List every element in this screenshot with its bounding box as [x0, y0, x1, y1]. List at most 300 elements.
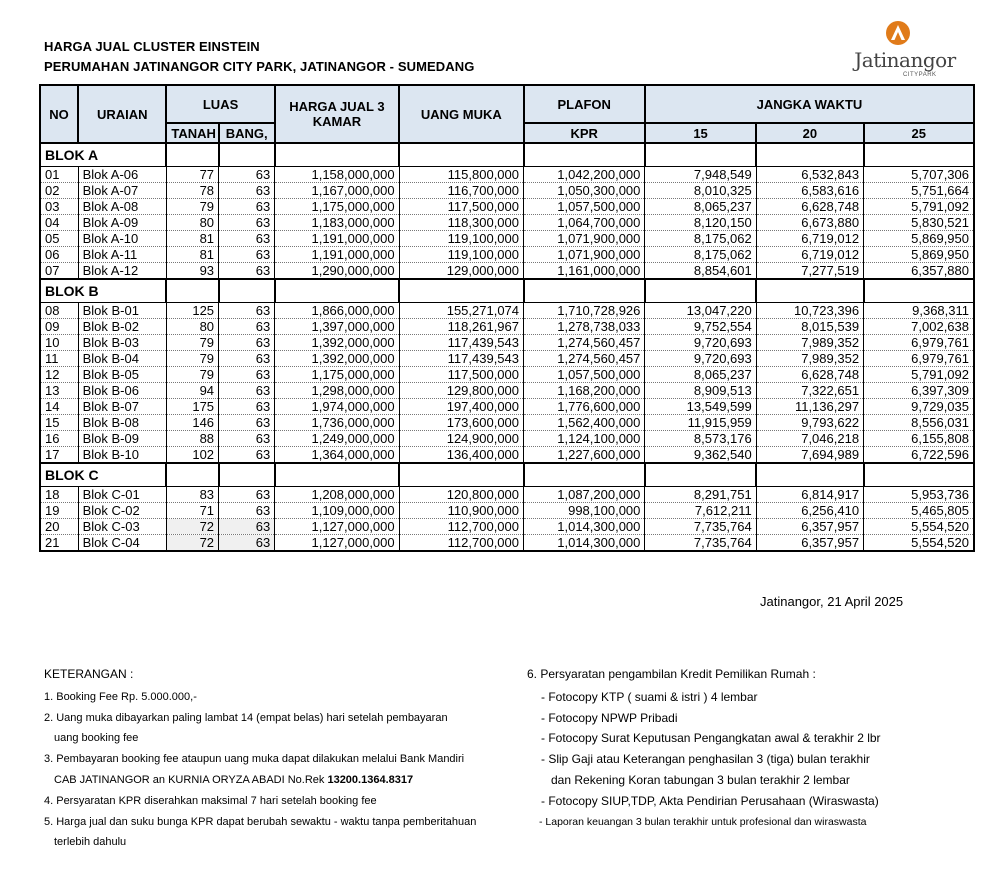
cell-uraian: Blok C-02 — [78, 503, 166, 519]
notes-left — [44, 664, 514, 853]
cell-no: 16 — [40, 431, 78, 447]
section-blank-cell — [645, 463, 756, 487]
cell-plafon-kpr: 1,042,200,000 — [524, 167, 645, 183]
header-luas: LUAS — [166, 85, 274, 123]
cell-uraian: Blok A-07 — [78, 183, 166, 199]
cell-uraian: Blok B-01 — [78, 303, 166, 319]
cell-plafon-kpr: 998,100,000 — [524, 503, 645, 519]
cell-no: 11 — [40, 351, 78, 367]
table-row — [40, 447, 974, 464]
section-blank-cell — [524, 143, 645, 167]
cell-cicilan-15: 8,175,062 — [645, 231, 756, 247]
cell-cicilan-25: 9,368,311 — [864, 303, 974, 319]
cell-plafon-kpr: 1,057,500,000 — [524, 199, 645, 215]
cell-bangunan: 63 — [219, 383, 275, 399]
cell-cicilan-25: 5,953,736 — [864, 487, 974, 503]
cell-cicilan-25: 6,722,596 — [864, 447, 974, 464]
table-row — [40, 383, 974, 399]
cell-bangunan: 63 — [219, 535, 275, 552]
cell-cicilan-20: 7,046,218 — [756, 431, 863, 447]
section-row — [40, 463, 974, 487]
section-blank-cell — [756, 143, 863, 167]
cell-uang-muka: 124,900,000 — [399, 431, 523, 447]
cell-harga-jual: 1,208,000,000 — [275, 487, 399, 503]
cell-cicilan-15: 8,065,237 — [645, 199, 756, 215]
cell-plafon-kpr: 1,274,560,457 — [524, 335, 645, 351]
cell-no: 19 — [40, 503, 78, 519]
table-row — [40, 399, 974, 415]
cell-harga-jual: 1,290,000,000 — [275, 263, 399, 280]
cell-cicilan-20: 10,723,396 — [756, 303, 863, 319]
cell-no: 13 — [40, 383, 78, 399]
cell-plafon-kpr: 1,168,200,000 — [524, 383, 645, 399]
cell-uang-muka: 136,400,000 — [399, 447, 523, 464]
table-row — [40, 215, 974, 231]
table-row — [40, 199, 974, 215]
cell-uraian: Blok B-04 — [78, 351, 166, 367]
cell-cicilan-25: 6,397,309 — [864, 383, 974, 399]
cell-uang-muka: 119,100,000 — [399, 231, 523, 247]
cell-tanah: 81 — [166, 247, 218, 263]
cell-no: 21 — [40, 535, 78, 552]
table-row — [40, 487, 974, 503]
cell-cicilan-25: 6,979,761 — [864, 351, 974, 367]
cell-bangunan: 63 — [219, 263, 275, 280]
header-harga-jual: HARGA JUAL 3 KAMAR — [275, 85, 399, 143]
cell-plafon-kpr: 1,057,500,000 — [524, 367, 645, 383]
cell-uraian: Blok A-11 — [78, 247, 166, 263]
cell-cicilan-15: 13,047,220 — [645, 303, 756, 319]
cell-cicilan-20: 7,989,352 — [756, 335, 863, 351]
table-body — [40, 143, 974, 551]
section-blank-cell — [219, 463, 275, 487]
cell-uang-muka: 129,000,000 — [399, 263, 523, 280]
cell-tanah: 88 — [166, 431, 218, 447]
requirement-npwp: - Fotocopy NPWP Pribadi — [541, 710, 678, 725]
cell-uraian: Blok C-01 — [78, 487, 166, 503]
header-bangunan: BANG, — [219, 123, 275, 143]
section-label: BLOK B — [40, 279, 166, 303]
cell-harga-jual: 1,392,000,000 — [275, 335, 399, 351]
cell-plafon-kpr: 1,014,300,000 — [524, 535, 645, 552]
header-year-20: 20 — [756, 123, 863, 143]
cell-bangunan: 63 — [219, 351, 275, 367]
header-kpr: KPR — [524, 123, 645, 143]
cell-no: 02 — [40, 183, 78, 199]
cell-cicilan-20: 6,628,748 — [756, 367, 863, 383]
cell-bangunan: 63 — [219, 415, 275, 431]
notes-right — [527, 664, 977, 832]
section-blank-cell — [399, 463, 523, 487]
cell-cicilan-25: 5,554,520 — [864, 519, 974, 535]
cell-tanah: 83 — [166, 487, 218, 503]
cell-cicilan-25: 6,979,761 — [864, 335, 974, 351]
cell-no: 06 — [40, 247, 78, 263]
note-3-cont — [44, 770, 514, 791]
cell-cicilan-20: 6,814,917 — [756, 487, 863, 503]
cell-cicilan-15: 9,362,540 — [645, 447, 756, 464]
cell-cicilan-25: 5,554,520 — [864, 535, 974, 552]
table-row — [40, 415, 974, 431]
cell-cicilan-20: 6,628,748 — [756, 199, 863, 215]
cell-no: 10 — [40, 335, 78, 351]
section-blank-cell — [864, 279, 974, 303]
price-table — [39, 84, 975, 552]
cell-bangunan: 63 — [219, 335, 275, 351]
cell-no: 04 — [40, 215, 78, 231]
cell-bangunan: 63 — [219, 447, 275, 464]
note-2: 2. Uang muka dibayarkan paling lambat 14 (empat belas) hari setelah pembayaran — [44, 711, 448, 724]
cell-harga-jual: 1,191,000,000 — [275, 247, 399, 263]
cell-uraian: Blok B-10 — [78, 447, 166, 464]
cell-tanah: 72 — [166, 535, 218, 552]
cell-cicilan-15: 8,120,150 — [645, 215, 756, 231]
cell-harga-jual: 1,866,000,000 — [275, 303, 399, 319]
section-blank-cell — [275, 143, 399, 167]
cell-bangunan: 63 — [219, 503, 275, 519]
cell-bangunan: 63 — [219, 215, 275, 231]
cell-cicilan-25: 9,729,035 — [864, 399, 974, 415]
section-row — [40, 279, 974, 303]
cell-harga-jual: 1,175,000,000 — [275, 367, 399, 383]
cell-cicilan-25: 5,869,950 — [864, 247, 974, 263]
cell-harga-jual: 1,175,000,000 — [275, 199, 399, 215]
table-row — [40, 367, 974, 383]
cell-uang-muka: 197,400,000 — [399, 399, 523, 415]
cell-uang-muka: 120,800,000 — [399, 487, 523, 503]
section-blank-cell — [166, 463, 218, 487]
header-uraian: URAIAN — [78, 85, 166, 143]
cell-bangunan: 63 — [219, 183, 275, 199]
header-uang-muka: UANG MUKA — [399, 85, 523, 143]
cell-cicilan-20: 6,719,012 — [756, 231, 863, 247]
cell-uraian: Blok A-09 — [78, 215, 166, 231]
cell-harga-jual: 1,158,000,000 — [275, 167, 399, 183]
header-no: NO — [40, 85, 78, 143]
cell-uraian: Blok B-09 — [78, 431, 166, 447]
cell-tanah: 79 — [166, 335, 218, 351]
cell-harga-jual: 1,127,000,000 — [275, 535, 399, 552]
cell-cicilan-15: 7,735,764 — [645, 519, 756, 535]
header-plafon: PLAFON — [524, 85, 645, 123]
cell-cicilan-20: 7,989,352 — [756, 351, 863, 367]
header-tanah: TANAH — [166, 123, 218, 143]
cell-bangunan: 63 — [219, 319, 275, 335]
cell-no: 17 — [40, 447, 78, 464]
cell-cicilan-15: 8,065,237 — [645, 367, 756, 383]
table-row — [40, 503, 974, 519]
cell-bangunan: 63 — [219, 399, 275, 415]
requirements-title: 6. Persyaratan pengambilan Kredit Pemilikan Rumah : — [527, 667, 816, 681]
cell-harga-jual: 1,364,000,000 — [275, 447, 399, 464]
cell-bangunan: 63 — [219, 231, 275, 247]
cell-uraian: Blok A-12 — [78, 263, 166, 280]
cell-tanah: 102 — [166, 447, 218, 464]
cell-tanah: 79 — [166, 367, 218, 383]
table-row — [40, 231, 974, 247]
cell-uang-muka: 119,100,000 — [399, 247, 523, 263]
section-blank-cell — [864, 143, 974, 167]
cell-cicilan-25: 5,791,092 — [864, 367, 974, 383]
cell-cicilan-15: 8,291,751 — [645, 487, 756, 503]
section-blank-cell — [645, 143, 756, 167]
cell-harga-jual: 1,974,000,000 — [275, 399, 399, 415]
cell-cicilan-25: 5,751,664 — [864, 183, 974, 199]
cell-cicilan-20: 7,694,989 — [756, 447, 863, 464]
cell-tanah: 71 — [166, 503, 218, 519]
section-blank-cell — [275, 279, 399, 303]
cell-plafon-kpr: 1,710,728,926 — [524, 303, 645, 319]
cell-uang-muka: 112,700,000 — [399, 535, 523, 552]
cell-cicilan-20: 7,277,519 — [756, 263, 863, 280]
note-5-cont: terlebih dahulu — [54, 836, 127, 849]
note-4: 4. Persyaratan KPR diserahkan maksimal 7 hari setelah booking fee — [44, 794, 377, 807]
cell-uang-muka: 129,800,000 — [399, 383, 523, 399]
note-1: 1. Booking Fee Rp. 5.000.000,- — [44, 690, 197, 703]
header-year-25: 25 — [864, 123, 974, 143]
cell-harga-jual: 1,736,000,000 — [275, 415, 399, 431]
cell-harga-jual: 1,127,000,000 — [275, 519, 399, 535]
logo-subtitle: CITYPARK — [903, 72, 937, 78]
requirement-sk: - Fotocopy Surat Keputusan Pengangkatan awal & terakhir 2 lbr — [541, 731, 881, 746]
cell-cicilan-25: 5,830,521 — [864, 215, 974, 231]
cell-bangunan: 63 — [219, 519, 275, 535]
cell-cicilan-25: 5,869,950 — [864, 231, 974, 247]
cell-cicilan-15: 7,612,211 — [645, 503, 756, 519]
cell-cicilan-15: 8,854,601 — [645, 263, 756, 280]
cell-cicilan-25: 5,791,092 — [864, 199, 974, 215]
cell-cicilan-20: 6,357,957 — [756, 519, 863, 535]
cell-harga-jual: 1,167,000,000 — [275, 183, 399, 199]
table-row — [40, 319, 974, 335]
cell-cicilan-15: 9,720,693 — [645, 335, 756, 351]
cell-harga-jual: 1,183,000,000 — [275, 215, 399, 231]
section-blank-cell — [219, 279, 275, 303]
cell-tanah: 80 — [166, 319, 218, 335]
cell-cicilan-20: 6,673,880 — [756, 215, 863, 231]
logo-name: Jatinangor — [854, 48, 956, 72]
cell-tanah: 93 — [166, 263, 218, 280]
cell-uang-muka: 118,261,967 — [399, 319, 523, 335]
cell-cicilan-15: 8,573,176 — [645, 431, 756, 447]
cell-uraian: Blok B-03 — [78, 335, 166, 351]
cell-bangunan: 63 — [219, 487, 275, 503]
cell-uraian: Blok A-08 — [78, 199, 166, 215]
cell-no: 03 — [40, 199, 78, 215]
document-date: Jatinangor, 21 April 2025 — [760, 594, 904, 609]
note-3: 3. Pembayaran booking fee ataupun uang muka dapat dilakukan melalui Bank Mandiri — [44, 753, 465, 766]
cell-bangunan: 63 — [219, 303, 275, 319]
table-row — [40, 247, 974, 263]
cell-tanah: 79 — [166, 199, 218, 215]
cell-bangunan: 63 — [219, 199, 275, 215]
cell-cicilan-15: 7,735,764 — [645, 535, 756, 552]
cell-plafon-kpr: 1,227,600,000 — [524, 447, 645, 464]
cell-harga-jual: 1,249,000,000 — [275, 431, 399, 447]
cell-cicilan-15: 9,720,693 — [645, 351, 756, 367]
cell-uang-muka: 117,500,000 — [399, 199, 523, 215]
cell-tanah: 78 — [166, 183, 218, 199]
cell-cicilan-20: 6,719,012 — [756, 247, 863, 263]
cell-plafon-kpr: 1,014,300,000 — [524, 519, 645, 535]
cell-cicilan-15: 8,909,513 — [645, 383, 756, 399]
cell-harga-jual: 1,397,000,000 — [275, 319, 399, 335]
cell-cicilan-20: 11,136,297 — [756, 399, 863, 415]
cell-cicilan-20: 6,256,410 — [756, 503, 863, 519]
cell-uang-muka: 173,600,000 — [399, 415, 523, 431]
note-5: 5. Harga jual dan suku bunga KPR dapat berubah sewaktu - waktu tanpa pemberitahuan — [44, 815, 477, 828]
cell-tanah: 125 — [166, 303, 218, 319]
cell-uraian: Blok A-10 — [78, 231, 166, 247]
cell-tanah: 80 — [166, 215, 218, 231]
requirement-laporan: - Laporan keuangan 3 bulan terakhir untuk profesional dan wiraswasta — [539, 815, 867, 828]
cell-plafon-kpr: 1,161,000,000 — [524, 263, 645, 280]
cell-plafon-kpr: 1,562,400,000 — [524, 415, 645, 431]
cell-cicilan-20: 9,793,622 — [756, 415, 863, 431]
cell-uang-muka: 118,300,000 — [399, 215, 523, 231]
cell-cicilan-15: 7,948,549 — [645, 167, 756, 183]
cell-no: 07 — [40, 263, 78, 280]
cell-harga-jual: 1,298,000,000 — [275, 383, 399, 399]
cell-no: 08 — [40, 303, 78, 319]
cell-no: 09 — [40, 319, 78, 335]
requirement-ktp: - Fotocopy KTP ( suami & istri ) 4 lembar — [541, 689, 758, 704]
note-2-cont: uang booking fee — [54, 732, 139, 745]
section-blank-cell — [166, 143, 218, 167]
table-row — [40, 167, 974, 183]
cell-no: 14 — [40, 399, 78, 415]
section-blank-cell — [756, 279, 863, 303]
cell-bangunan: 63 — [219, 247, 275, 263]
section-blank-cell — [524, 463, 645, 487]
header-year-15: 15 — [645, 123, 756, 143]
cell-tanah: 175 — [166, 399, 218, 415]
cell-uang-muka: 115,800,000 — [399, 167, 523, 183]
cell-tanah: 146 — [166, 415, 218, 431]
document-subtitle: PERUMAHAN JATINANGOR CITY PARK, JATINANGOR - SUMEDANG — [44, 59, 475, 74]
section-blank-cell — [524, 279, 645, 303]
table-row — [40, 263, 974, 280]
section-label: BLOK A — [40, 143, 166, 167]
cell-uang-muka: 117,439,543 — [399, 351, 523, 367]
cell-cicilan-20: 7,322,651 — [756, 383, 863, 399]
logo-a-mark-icon — [885, 20, 911, 46]
cell-cicilan-15: 8,175,062 — [645, 247, 756, 263]
cell-uraian: Blok B-07 — [78, 399, 166, 415]
cell-cicilan-20: 6,532,843 — [756, 167, 863, 183]
table-row — [40, 303, 974, 319]
cell-cicilan-25: 8,556,031 — [864, 415, 974, 431]
cell-cicilan-25: 5,707,306 — [864, 167, 974, 183]
cell-plafon-kpr: 1,776,600,000 — [524, 399, 645, 415]
cell-uraian: Blok B-06 — [78, 383, 166, 399]
cell-tanah: 81 — [166, 231, 218, 247]
cell-no: 12 — [40, 367, 78, 383]
section-blank-cell — [645, 279, 756, 303]
cell-plafon-kpr: 1,071,900,000 — [524, 247, 645, 263]
cell-uraian: Blok B-08 — [78, 415, 166, 431]
company-logo — [845, 20, 965, 82]
cell-cicilan-15: 13,549,599 — [645, 399, 756, 415]
cell-harga-jual: 1,392,000,000 — [275, 351, 399, 367]
note-3-bank: CAB JATINANGOR an KURNIA ORYZA ABADI No.Rek — [54, 773, 328, 786]
cell-uang-muka: 110,900,000 — [399, 503, 523, 519]
cell-no: 05 — [40, 231, 78, 247]
table-row — [40, 351, 974, 367]
notes-title: KETERANGAN : — [44, 667, 134, 681]
section-blank-cell — [166, 279, 218, 303]
cell-plafon-kpr: 1,064,700,000 — [524, 215, 645, 231]
cell-cicilan-20: 6,583,616 — [756, 183, 863, 199]
table-row — [40, 431, 974, 447]
section-row — [40, 143, 974, 167]
cell-harga-jual: 1,109,000,000 — [275, 503, 399, 519]
document-title: HARGA JUAL CLUSTER EINSTEIN — [44, 39, 260, 54]
cell-no: 18 — [40, 487, 78, 503]
cell-plafon-kpr: 1,278,738,033 — [524, 319, 645, 335]
table-row — [40, 535, 974, 552]
cell-no: 20 — [40, 519, 78, 535]
cell-uraian: Blok B-05 — [78, 367, 166, 383]
cell-plafon-kpr: 1,124,100,000 — [524, 431, 645, 447]
cell-uang-muka: 112,700,000 — [399, 519, 523, 535]
cell-cicilan-15: 8,010,325 — [645, 183, 756, 199]
cell-bangunan: 63 — [219, 367, 275, 383]
table-row — [40, 183, 974, 199]
cell-cicilan-15: 11,915,959 — [645, 415, 756, 431]
account-number: 13200.1364.8317 — [327, 773, 414, 786]
requirement-slip-gaji: - Slip Gaji atau Keterangan penghasilan 3 (tiga) bulan terakhir — [541, 752, 870, 767]
cell-uang-muka: 117,439,543 — [399, 335, 523, 351]
cell-uraian: Blok B-02 — [78, 319, 166, 335]
cell-cicilan-20: 6,357,957 — [756, 535, 863, 552]
cell-no: 15 — [40, 415, 78, 431]
section-blank-cell — [756, 463, 863, 487]
section-label: BLOK C — [40, 463, 166, 487]
requirement-rekening: dan Rekening Koran tabungan 3 bulan terakhir 2 lembar — [551, 772, 850, 787]
cell-cicilan-20: 8,015,539 — [756, 319, 863, 335]
cell-plafon-kpr: 1,071,900,000 — [524, 231, 645, 247]
table-row — [40, 335, 974, 351]
cell-uang-muka: 155,271,074 — [399, 303, 523, 319]
cell-plafon-kpr: 1,087,200,000 — [524, 487, 645, 503]
cell-tanah: 72 — [166, 519, 218, 535]
cell-tanah: 94 — [166, 383, 218, 399]
section-blank-cell — [864, 463, 974, 487]
cell-bangunan: 63 — [219, 167, 275, 183]
cell-cicilan-25: 7,002,638 — [864, 319, 974, 335]
cell-uraian: Blok C-03 — [78, 519, 166, 535]
cell-uraian: Blok C-04 — [78, 535, 166, 552]
cell-cicilan-25: 6,155,808 — [864, 431, 974, 447]
cell-no: 01 — [40, 167, 78, 183]
cell-plafon-kpr: 1,050,300,000 — [524, 183, 645, 199]
section-blank-cell — [399, 279, 523, 303]
section-blank-cell — [399, 143, 523, 167]
cell-cicilan-25: 6,357,880 — [864, 263, 974, 280]
cell-cicilan-25: 5,465,805 — [864, 503, 974, 519]
cell-uang-muka: 117,500,000 — [399, 367, 523, 383]
requirement-siup: - Fotocopy SIUP,TDP, Akta Pendirian Perusahaan (Wiraswasta) — [541, 793, 879, 808]
cell-bangunan: 63 — [219, 431, 275, 447]
cell-harga-jual: 1,191,000,000 — [275, 231, 399, 247]
cell-plafon-kpr: 1,274,560,457 — [524, 351, 645, 367]
section-blank-cell — [275, 463, 399, 487]
cell-tanah: 79 — [166, 351, 218, 367]
header-jangka-waktu: JANGKA WAKTU — [645, 85, 974, 123]
cell-uraian: Blok A-06 — [78, 167, 166, 183]
cell-uang-muka: 116,700,000 — [399, 183, 523, 199]
